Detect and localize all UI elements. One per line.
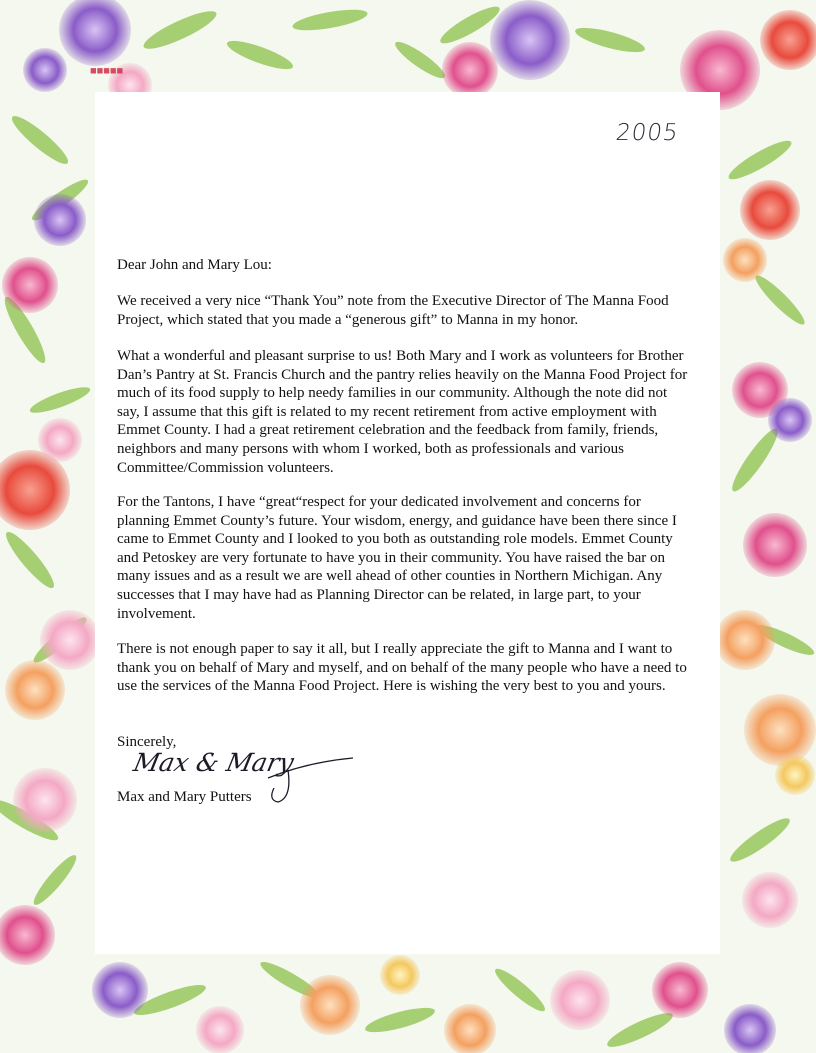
- paragraph-4: [117, 640, 691, 696]
- signers-text: Max and Mary Putters: [117, 789, 252, 805]
- closing-text: Sincerely,: [117, 734, 177, 750]
- paragraph-3: [117, 493, 691, 623]
- signers: [117, 788, 691, 807]
- paragraph-1: [117, 292, 691, 329]
- paragraph-text: For the Tantons, I have “great“respect for your dedicated involvement and concerns for planning Emmet County’s future. Your wisdom, energy, and guidance have been there since I came to Emmet County and I looked to you both as outstanding role models. Emmet County and Petoskey are very fortunate to have you in their community. You have raised the bar on many issues and as a result we are well ahead of other counties in Northern Michigan. Any successes that I may have had as Planning Director can be related, in large part, to your involvement.: [117, 494, 677, 622]
- corner-stamp: ■■■■■: [90, 67, 124, 75]
- handwritten-year: 2005: [614, 120, 681, 146]
- paragraph-text: There is not enough paper to say it all, but I really appreciate the gift to Manna and I want to thank you on behalf of Mary and myself, and on behalf of the many people who have a need to use the services of the Manna Food Project. Here is wishing the very best to you and yours.: [117, 641, 687, 695]
- salutation: [117, 256, 691, 275]
- paragraph-2: [117, 347, 691, 477]
- paragraph-text: We received a very nice “Thank You” note from the Executive Director of The Manna Food Project, which stated that you made a “generous gift” to Manna in my honor.: [117, 293, 669, 328]
- signature-text: Max & Mary: [130, 748, 297, 777]
- salutation-text: Dear John and Mary Lou:: [117, 257, 272, 273]
- paragraph-text: What a wonderful and pleasant surprise to us! Both Mary and I work as volunteers for Brother Dan’s Pantry at St. Francis Church and the pantry relies heavily on the Manna Food Project for much of its food supply to help needy families in our community. Although the note did not say, I assume that this gift is related to my recent retirement from active employment with Emmet County. I had a great retirement celebration and the feedback from family, friends, neighbors and many persons with whom I worked, both as professionals and various Committee/Commission volunteers.: [117, 348, 688, 476]
